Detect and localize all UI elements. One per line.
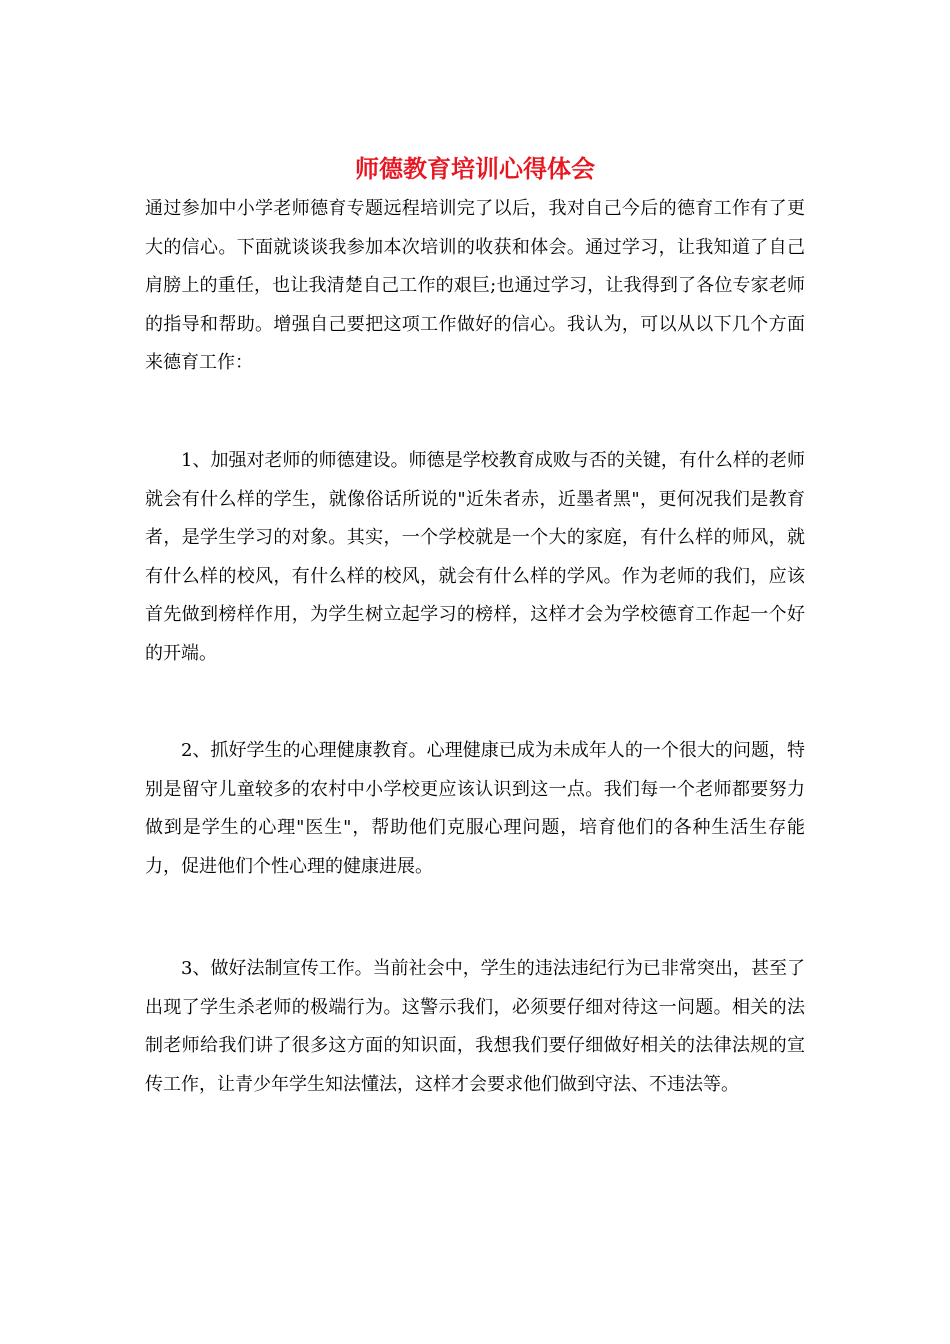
paragraph-point-1: 1、加强对老师的师德建设。师德是学校教育成败与否的关键，有什么样的老师就会有什么样的学生，就像俗话所说的"近朱者赤，近墨者黑"，更何况我们是教育者，是学生学习的对象。其实，一个学校就是一个大的家庭，有什么样的师风，就有什么样的校风，有什么样的校风，就会有什么样的学风。作为老师的我们，应该首先做到榜样作用，为学生树立起学习的榜样，这样才会为学校德育工作起一个好的开端。 [145, 450, 805, 664]
paragraph-intro: 通过参加中小学老师德育专题远程培训完了以后，我对自己今后的德育工作有了更大的信心。下面就谈谈我参加本次培训的收获和体会。通过学习，让我知道了自己肩膀上的重任，也让我清楚自己工作的艰巨;也通过学习，让我得到了各位专家老师的指导和帮助。增强自己要把这项工作做好的信心。我认为，可以从以下几个方面来德育工作： [145, 198, 805, 373]
paragraph-point-3: 3、做好法制宣传工作。当前社会中，学生的违法违纪行为已非常突出，甚至了出现了学生杀老师的极端行为。这警示我们，必须要仔细对待这一问题。相关的法制老师给我们讲了很多这方面的知识面，我想我们要仔细做好相关的法律法规的宣传工作，让青少年学生知法懂法，这样才会要求他们做到守法、不违法等。 [145, 958, 805, 1095]
paragraph-point-2: 2、抓好学生的心理健康教育。心理健康已成为未成年人的一个很大的问题，特别是留守儿童较多的农村中小学校更应该认识到这一点。我们每一个老师都要努力做到是学生的心理"医生"，帮助他们克服心理问题，培育他们的各种生活生存能力，促进他们个性心理的健康进展。 [145, 740, 805, 877]
document-title: 师德教育培训心得体会 [355, 154, 595, 183]
